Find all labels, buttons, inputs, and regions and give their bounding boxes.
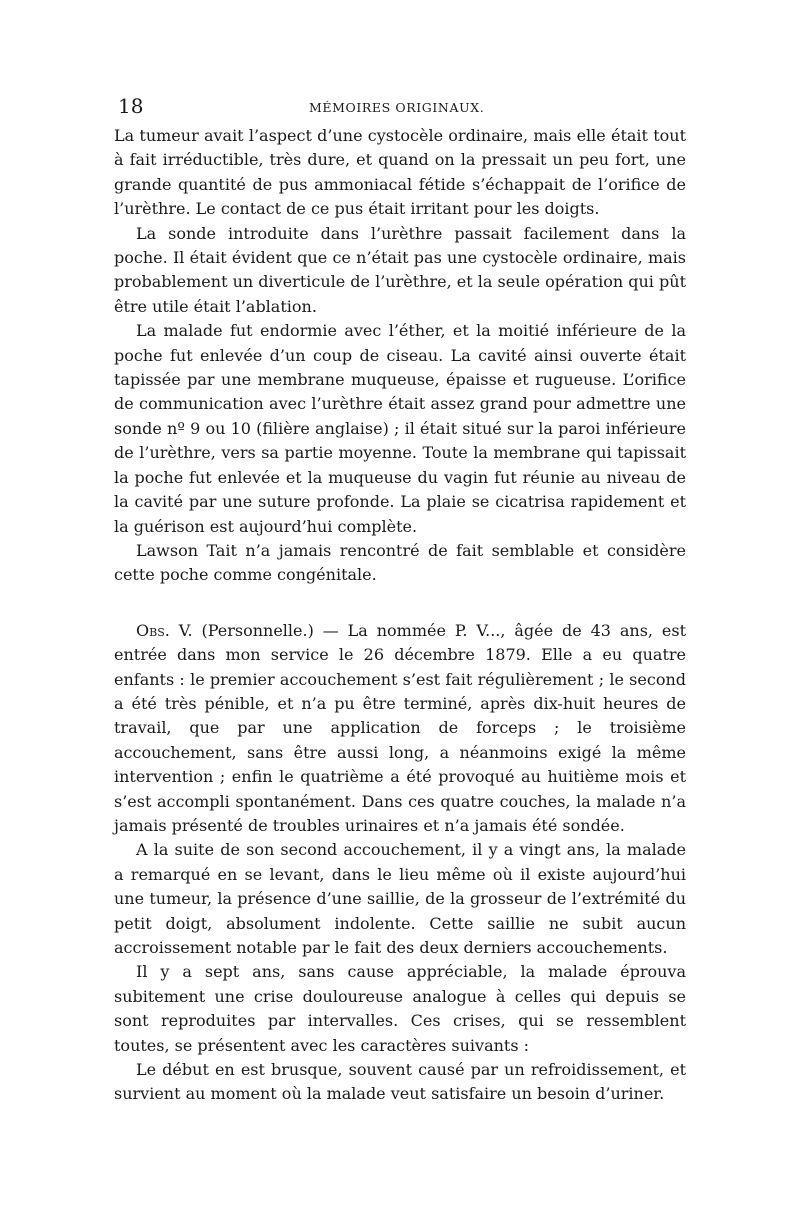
paragraph: La tumeur avait l’aspect d’une cystocèle ordinaire, mais elle était tout à fait irréductible, très dure, et quand on la pressait un peu fort, une grande quantité de pus ammoniacal fétide s’échappait de l’orifice de l’urèthre. Le contact de ce pus était irritant pour les doigts. (114, 126, 686, 219)
body-text (114, 124, 686, 1107)
page-number: 18 (118, 94, 144, 118)
observation-label: Obs. V. (136, 620, 193, 640)
running-title: MÉMOIRES ORIGINAUX. (309, 100, 485, 115)
page-header (114, 94, 686, 124)
paragraph: Le début en est brusque, souvent causé par un refroidissement, et survient au moment où la malade veut satisfaire un besoin d’uriner. (114, 1060, 686, 1104)
paragraph: Il y a sept ans, sans cause appréciable, la malade éprouva subitement une crise douloureuse analogue à celles qui depuis se sont reproduites par intervalles. Ces crises, qui se ressemblent toutes, se présentent avec les caractères suivants : (114, 962, 686, 1055)
paragraph: La malade fut endormie avec l’éther, et la moitié inférieure de la poche fut enlevée d’un coup de ciseau. La cavité ainsi ouverte était tapissée par une membrane muqueuse, épaisse et rugueuse. L’orifice de communication avec l’urèthre était assez grand pour admettre une sonde nº 9 ou 10 (filière anglaise) ; il était situé sur la paroi inférieure de l’urèthre, vers sa partie moyenne. Toute la membrane qui tapissait la poche fut enlevée et la muqueuse du vagin fut réunie au niveau de la cavité par une suture profonde. La plaie se cicatrisa rapidement et la guérison est aujourd’hui complète. (114, 321, 686, 536)
book-page (114, 94, 686, 1107)
observation-paragraph (114, 619, 686, 839)
observation-text: (Personnelle.) — La nommée P. V..., âgée de 43 ans, est entrée dans mon service le 26 décembre 1879. Elle a eu quatre enfants : le premier accouchement s’est fait régulièrement ; le second a été très pénible, et n’a pu être terminé, après dix-huit heures de travail, que par une application de forceps ; le troisième accouchement, sans être aussi long, a néanmoins exigé la même intervention ; enfin le quatrième a été provoqué au huitième mois et s’est accompli spontanément. Dans ces quatre couches, la malade n’a jamais présenté de troubles urinaires et n’a jamais été sondée. (114, 620, 686, 835)
section-separator (114, 588, 686, 619)
paragraph: A la suite de son second accouchement, il y a vingt ans, la malade a remarqué en se levant, dans le lieu même où il existe aujourd’hui une tumeur, la présence d’une saillie, de la grosseur de l’extrémité du petit doigt, absolument indolente. Cette saillie ne subit aucun accroissement notable par le fait des deux derniers accouchements. (114, 840, 686, 957)
paragraph: Lawson Tait n’a jamais rencontré de fait semblable et considère cette poche comme congénitale. (114, 540, 686, 585)
paragraph: La sonde introduite dans l’urèthre passait facilement dans la poche. Il était évident que ce n’était pas une cystocèle ordinaire, mais probablement un diverticule de l’urèthre, et la seule opération qui pût être utile était l’ablation. (114, 223, 686, 316)
